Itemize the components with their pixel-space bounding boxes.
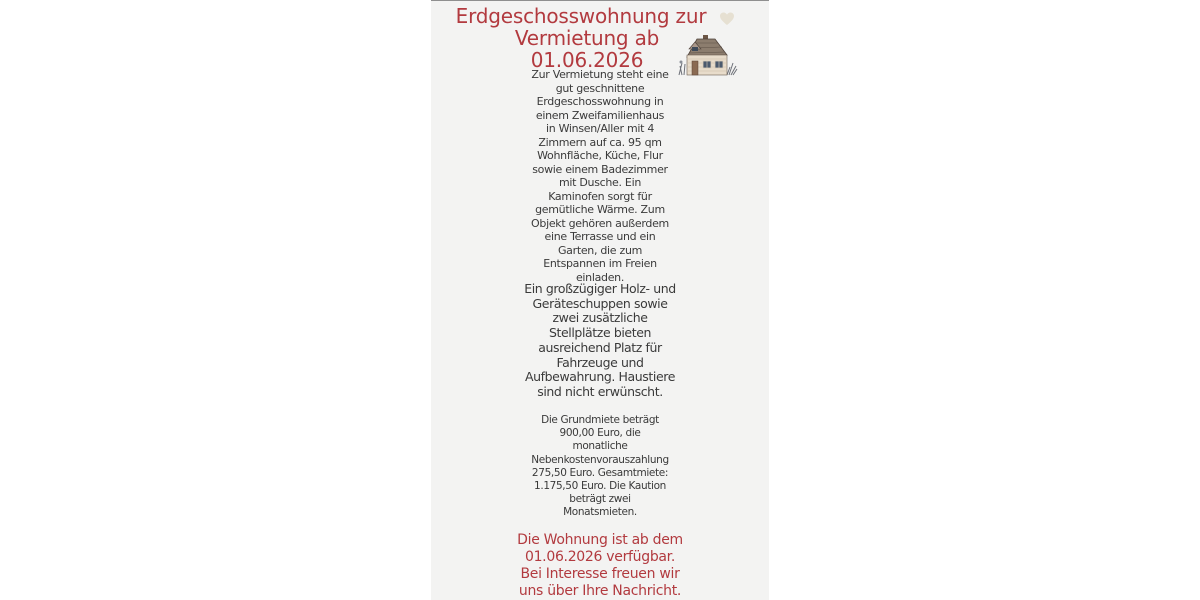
description-paragraph: Zur Vermietung steht eine gut geschnittene Erdgeschosswohnung in einem Zweifamilienhaus in Winsen/Aller mit 4 Zimmern auf ca. 95 qm Wohnfläche, Küche, Flur sowie einem Badezimmer mit Dusche. Ein Kaminofen sorgt für gemütliche Wärme. Zum Objekt gehören außerdem eine Terrasse und ein Garten, die zum Entspannen im Freien einladen. bbox=[531, 68, 669, 284]
heart-icon bbox=[719, 11, 735, 27]
title-line-2: Vermietung ab bbox=[514, 26, 660, 50]
house-icon bbox=[675, 33, 739, 77]
rent-details-paragraph: Die Grundmiete beträgt 900,00 Euro, die monatliche Nebenkostenvorauszahlung 275,50 Euro. Gesamtmiete: 1.175,50 Euro. Die Kaution beträgt zwei Monatsmieten. bbox=[531, 414, 669, 519]
listing-page bbox=[431, 0, 769, 600]
availability-paragraph: Die Wohnung ist ab dem 01.06.2026 verfügbar. Bei Interesse freuen wir uns über Ihre Nachricht. bbox=[517, 532, 683, 599]
title-line-1: Erdgeschosswohnung zur bbox=[455, 4, 707, 28]
features-paragraph: Ein großzügiger Holz- und Geräteschuppen sowie zwei zusätzliche Stellplätze bieten ausreichend Platz für Fahrzeuge und Aufbewahrung. Haustiere sind nicht erwünscht. bbox=[524, 281, 676, 399]
title-line-3: 01.06.2026 bbox=[530, 48, 644, 72]
